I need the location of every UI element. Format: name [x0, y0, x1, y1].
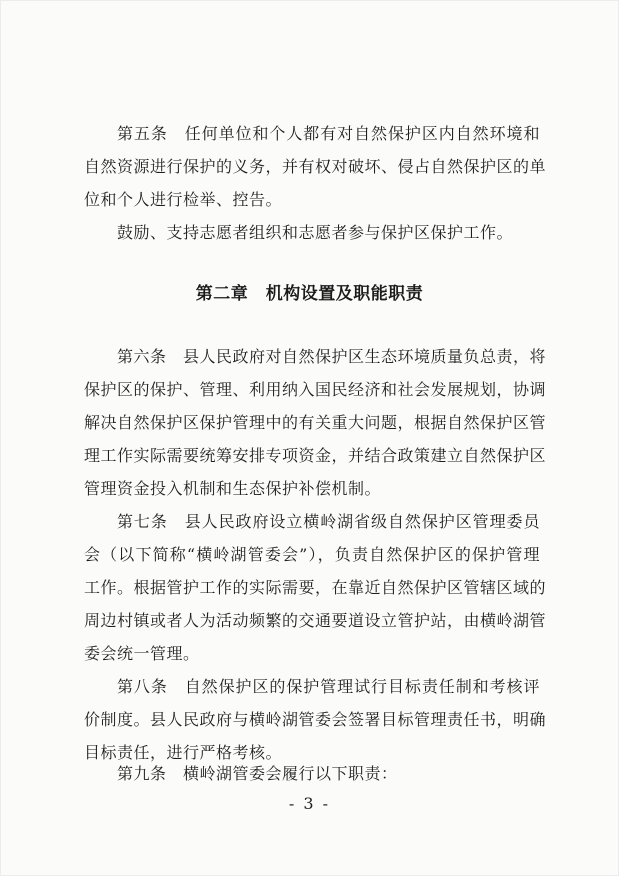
article6-line2: 保护区的保护、管理、利用纳入国民经济和社会发展规划，协调	[84, 380, 547, 399]
chapter-heading: 第二章 机构设置及职能职责	[195, 284, 424, 304]
article5-line2: 自然资源进行保护的义务，并有权对破坏、侵占自然保护区的单	[84, 157, 547, 176]
article5-line1: 第五条 任何单位和个人都有对自然保护区内自然环境和	[117, 124, 540, 143]
article7-line4: 周边村镇或者人为活动频繁的交通要道设立管护站，由横岭湖管	[84, 611, 547, 630]
article6-line3: 解决自然保护区保护管理中的有关重大问题，根据自然保护区管	[84, 413, 547, 432]
article9-line1: 第九条 横岭湖管委会履行以下职责：	[117, 764, 398, 783]
article8-line2: 价制度。县人民政府与横岭湖管委会签署目标管理责任书，明确	[84, 710, 547, 729]
article8-line1: 第八条 自然保护区的保护管理试行目标责任制和考核评	[117, 677, 540, 696]
article5-line4: 鼓励、支持志愿者组织和志愿者参与保护区保护工作。	[117, 223, 514, 242]
article7-line1: 第七条 县人民政府设立横岭湖省级自然保护区管理委员	[117, 512, 540, 531]
article8-line3: 目标责任，进行严格考核。	[84, 743, 283, 762]
article7-line5: 委会统一管理。	[84, 644, 200, 663]
article7-line3: 工作。根据管护工作的实际需要，在靠近自然保护区管辖区域的	[84, 578, 547, 597]
page-number: - 3 -	[288, 794, 331, 813]
article7-line2: 会（以下简称“横岭湖管委会”），负责自然保护区的保护管理	[84, 545, 540, 564]
article6-line4: 理工作实际需要统筹安排专项资金，并结合政策建立自然保护区	[84, 446, 547, 465]
article6-line5: 管理资金投入机制和生态保护补偿机制。	[84, 479, 382, 498]
article6-line1: 第六条 县人民政府对自然保护区生态环境质量负总责，将	[117, 347, 547, 366]
article5-line3: 位和个人进行检举、控告。	[84, 190, 283, 209]
